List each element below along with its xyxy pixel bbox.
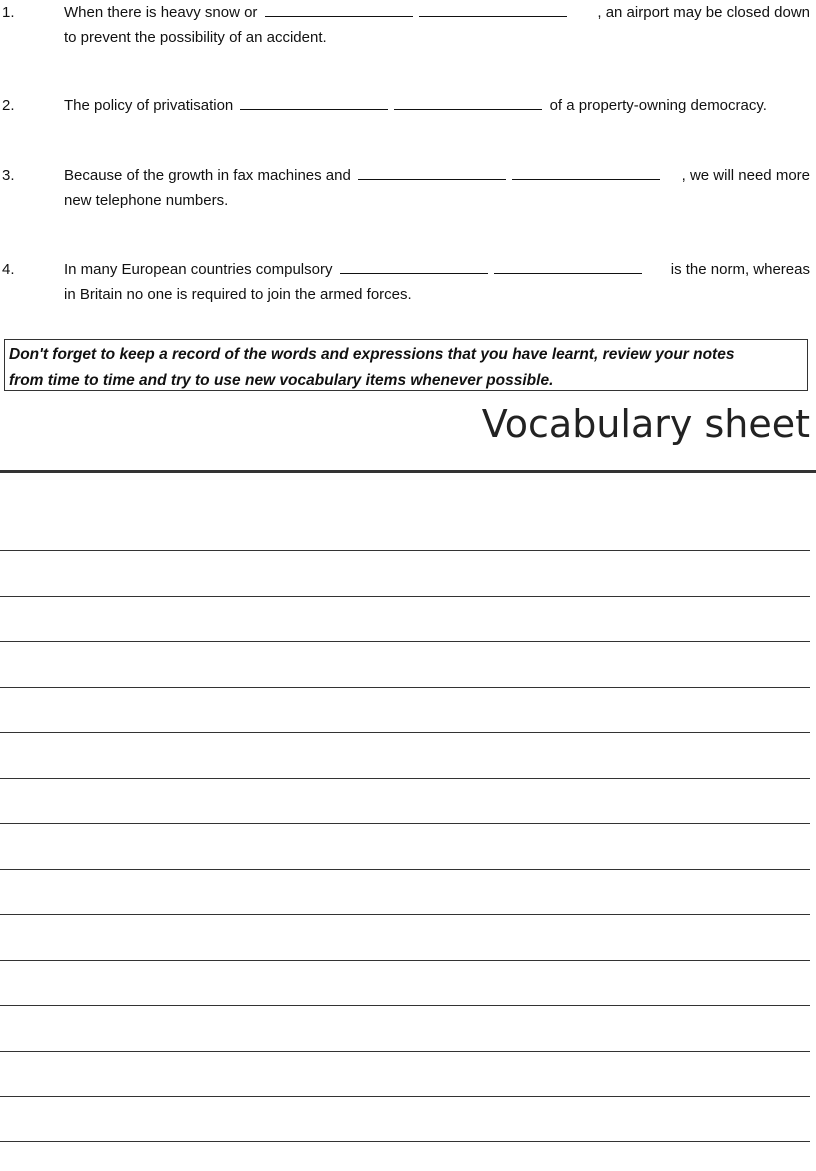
writing-line[interactable] [0, 914, 810, 915]
question-text-after: , an airport may be closed down [597, 4, 810, 21]
question-line [64, 257, 810, 282]
answer-blank[interactable] [340, 258, 488, 274]
answer-blank[interactable] [358, 164, 506, 180]
writing-line[interactable] [0, 1005, 810, 1006]
question-text-continued: to prevent the possibility of an accident. [64, 29, 327, 46]
question-text-continued: new telephone numbers. [64, 192, 229, 209]
writing-line[interactable] [0, 823, 810, 824]
question-number: 1. [2, 4, 15, 21]
answer-blank[interactable] [240, 94, 388, 110]
question-text-after: of a property-owning democracy. [549, 97, 767, 114]
writing-line[interactable] [0, 641, 810, 642]
writing-line[interactable] [0, 869, 810, 870]
writing-line[interactable] [0, 1096, 810, 1097]
answer-blank[interactable] [494, 258, 642, 274]
question-text-continued: in Britain no one is required to join the armed forces. [64, 286, 412, 303]
question-number: 4. [2, 261, 15, 278]
question-text-before: Because of the growth in fax machines and [64, 167, 351, 184]
question-text-after: , we will need more [681, 167, 810, 184]
title-divider [0, 470, 816, 473]
writing-line[interactable] [0, 1051, 810, 1052]
writing-line[interactable] [0, 732, 810, 733]
writing-line[interactable] [0, 960, 810, 961]
answer-blank[interactable] [265, 1, 413, 17]
answer-blank[interactable] [419, 1, 567, 17]
writing-line[interactable] [0, 596, 810, 597]
question-number: 3. [2, 167, 15, 184]
question-line [64, 0, 810, 25]
question-line [64, 163, 810, 188]
writing-line[interactable] [0, 687, 810, 688]
question-line [64, 93, 767, 118]
question-text-before: In many European countries compulsory [64, 261, 333, 278]
question-number: 2. [2, 97, 15, 114]
reminder-box [4, 339, 808, 391]
vocabulary-sheet-title: Vocabulary sheet [481, 402, 810, 446]
writing-line[interactable] [0, 778, 810, 779]
reminder-line-1: Don't forget to keep a record of the words and expressions that you have learnt, review your notes [9, 346, 735, 363]
answer-blank[interactable] [394, 94, 542, 110]
writing-line[interactable] [0, 550, 810, 551]
question-text-before: The policy of privatisation [64, 97, 234, 114]
answer-blank[interactable] [512, 164, 660, 180]
question-text-after: is the norm, whereas [670, 261, 810, 278]
writing-line[interactable] [0, 1141, 810, 1142]
reminder-line-2: from time to time and try to use new vocabulary items whenever possible. [9, 372, 554, 389]
question-text-before: When there is heavy snow or [64, 4, 258, 21]
